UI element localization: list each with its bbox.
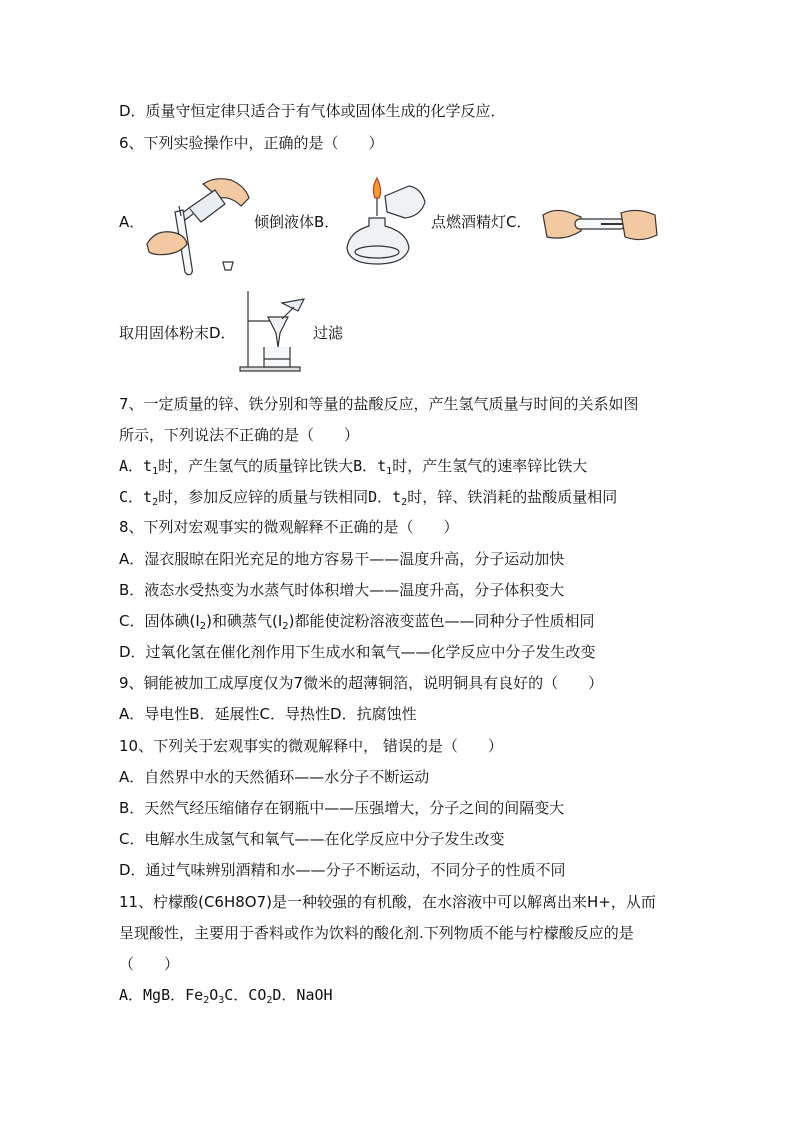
q8-option-c: C．固体碘$(I_2)$和碘蒸气$(I_2)$都能使淀粉溶液变蓝色——同种分子性质相同 <box>119 612 595 632</box>
q10-option-b: B．天然气经压缩储存在钢瓶中——压强增大，分子之间的间隔变大 <box>119 799 565 817</box>
q6-option-c-label: 取用固体粉末D． <box>119 324 236 342</box>
q8-option-b: B．液态水受热变为水蒸气时体积增大——温度升高，分子体积变大 <box>119 581 565 599</box>
q8-stem: 8、下列对宏观事实的微观解释不正确的是（ ） <box>119 518 459 536</box>
filtration-figure <box>238 289 312 373</box>
q11-stem-line1: 11、柠檬酸(C6H8O7)是一种较强的有机酸，在水溶液中可以解离出来H+，从而 <box>119 893 656 911</box>
q7-options-cd: C．$t_2$时，参加反应锌的质量与铁相同D．$t_2$时，锌、铁消耗的盐酸质量相同 <box>119 488 618 508</box>
q9-stem: 9、铜能被加工成厚度仅为7微米的超薄铜箔，说明铜具有良好的（ ） <box>119 674 604 692</box>
pouring-liquid-figure <box>145 172 253 276</box>
q10-option-c: C．电解水生成氢气和氧气——在化学反应中分子发生改变 <box>119 830 505 848</box>
q6-option-a-prefix: A． <box>119 213 145 231</box>
q8-option-a: A．湿衣服晾在阳光充足的地方容易干——温度升高，分子运动加快 <box>119 550 565 568</box>
q11-options: A．MgB．$Fe_2O_3C$．$CO_2D$．NaOH <box>119 986 333 1006</box>
q10-option-a: A．自然界中水的天然循环——水分子不断运动 <box>119 768 430 786</box>
q6-option-b-label: 点燃酒精灯C． <box>431 213 532 231</box>
alcohol-lamp-figure <box>345 176 429 268</box>
q11-stem-line3: （ ） <box>119 955 180 973</box>
q7-options-ab: A．$t_1$时，产生氢气的质量锌比铁大B．$t_1$时，产生氢气的速率锌比铁大 <box>119 457 588 477</box>
q5-option-d: D．质量守恒定律只适合于有气体或固体生成的化学反应． <box>119 102 506 120</box>
q10-option-d: D．通过气味辨别酒精和水——分子不断运动，不同分子的性质不同 <box>119 861 566 879</box>
q11-stem-line2: 呈现酸性，主要用于香料或作为饮料的酸化剂.下列物质不能与柠檬酸反应的是 <box>119 924 634 942</box>
q7-stem-line1: 7、一定质量的锌、铁分别和等量的盐酸反应，产生氢气质量与时间的关系如图 <box>119 395 639 413</box>
q6-option-a-label: 倾倒液体B． <box>254 213 340 231</box>
q9-options: A．导电性B．延展性C．导热性D．抗腐蚀性 <box>119 705 417 723</box>
powder-sampling-figure <box>541 203 659 247</box>
q6-option-d-label: 过滤 <box>313 324 344 342</box>
q8-option-d: D．过氧化氢在催化剂作用下生成水和氧气——化学反应中分子发生改变 <box>119 643 596 661</box>
q6-stem: 6、下列实验操作中，正确的是（ ） <box>119 134 384 152</box>
q7-stem-line2: 所示，下列说法不正确的是（ ） <box>119 426 360 444</box>
q10-stem: 10、下列关于宏观事实的微观解释中， 错误的是（ ） <box>119 737 503 755</box>
